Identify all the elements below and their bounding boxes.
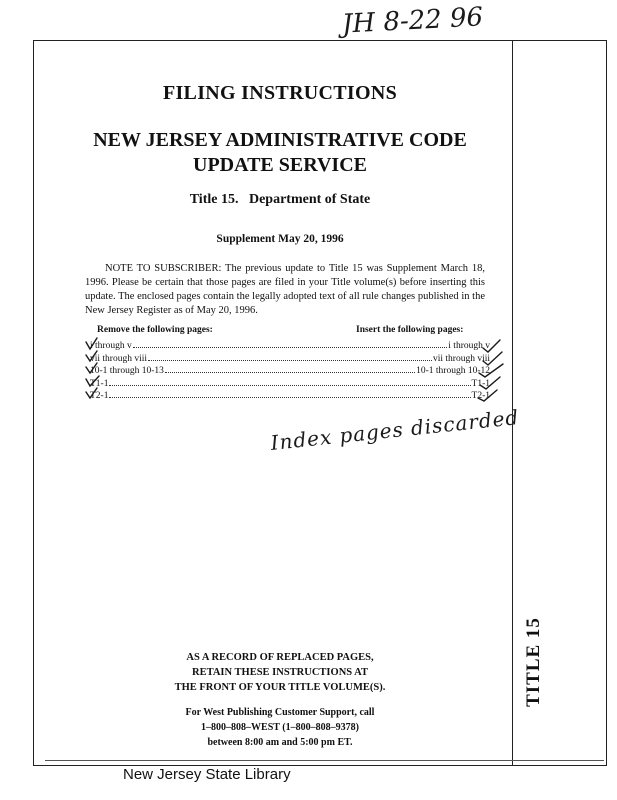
pages-table <box>90 339 490 402</box>
insert-pages-cell: i through v <box>448 341 490 351</box>
customer-support <box>120 705 440 750</box>
handwritten-date-note: JH 8-22 96 <box>341 2 484 40</box>
insert-pages-cell: T2-1 <box>471 391 490 401</box>
insert-pages-cell: T1-1 <box>471 378 490 389</box>
remove-pages-cell: vii through viii <box>90 353 147 364</box>
table-row <box>90 364 490 377</box>
support-hours: between 8:00 am and 5:00 pm ET. <box>207 737 353 748</box>
handwritten-index-note: Index pages discarded <box>269 405 521 455</box>
table-row <box>90 352 490 365</box>
support-phone: 1–800–808–WEST (1–800–808–9378) <box>201 722 359 733</box>
code-title <box>45 128 515 178</box>
insert-pages-cell: 10-1 through 10-12 <box>416 366 490 376</box>
remove-pages-cell: T2-1 <box>90 391 109 401</box>
side-tab-title: TITLE 15 <box>523 617 544 707</box>
record-notice <box>120 650 440 695</box>
library-stamp: New Jersey State Library <box>123 766 291 783</box>
record-notice-line-2: RETAIN THESE INSTRUCTIONS AT <box>192 667 368 678</box>
record-notice-line-1: AS A RECORD OF REPLACED PAGES, <box>186 652 374 663</box>
remove-pages-cell: 10-1 through 10-13 <box>90 366 164 376</box>
insert-pages-heading: Insert the following pages: <box>356 325 464 335</box>
subscriber-note: NOTE TO SUBSCRIBER: The previous update to Title 15 was Supplement March 18, 1996. Please be certain that those pages are filed in your Title volume(s) before inserting this update. The enclosed pages contain the legally adopted text of all rule changes published in the New Jersey Register as of May 20, 1996. <box>85 263 485 316</box>
bottom-rule <box>45 760 604 761</box>
table-row <box>90 377 490 390</box>
table-row <box>90 339 490 352</box>
code-title-line-2: UPDATE SERVICE <box>193 154 367 176</box>
record-notice-line-3: THE FRONT OF YOUR TITLE VOLUME(S). <box>174 682 386 693</box>
filing-instructions-title: FILING INSTRUCTIONS <box>162 82 398 104</box>
dot-leader <box>133 339 448 348</box>
support-line-1: For West Publishing Customer Support, call <box>185 707 375 718</box>
dot-leader <box>109 377 470 386</box>
code-title-line-1: NEW JERSEY ADMINISTRATIVE CODE <box>93 129 467 151</box>
insert-pages-cell: vii through viii <box>433 353 490 364</box>
remove-pages-heading: Remove the following pages: <box>97 325 213 335</box>
dot-leader <box>165 364 415 373</box>
remove-pages-cell: T1-1 <box>90 378 109 389</box>
supplement-date: Supplement May 20, 1996 <box>216 233 344 245</box>
title-department: Title 15. Department of State <box>189 192 371 207</box>
remove-pages-cell: i through v <box>90 341 132 351</box>
table-row <box>90 389 490 402</box>
dot-leader <box>148 352 432 361</box>
dot-leader <box>109 389 470 398</box>
